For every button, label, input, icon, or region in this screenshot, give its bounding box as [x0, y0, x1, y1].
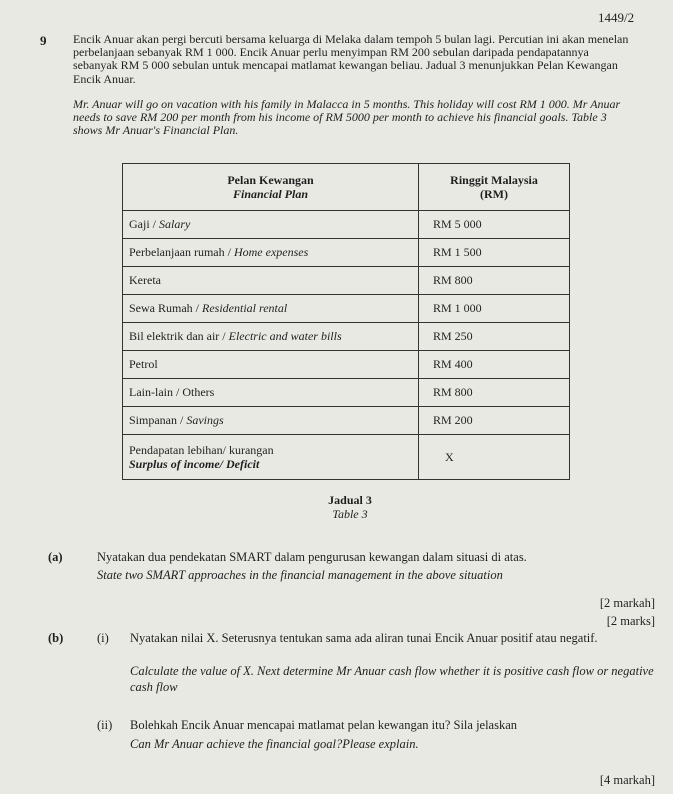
row-value: RM 200 — [419, 407, 570, 435]
table-row-surplus — [123, 435, 570, 480]
row-label-malay: Perbelanjaan rumah / — [129, 245, 234, 259]
row-label — [123, 239, 419, 267]
part-a-marks-english: [2 marks] — [606, 614, 655, 628]
row-label-malay: Gaji / — [129, 217, 159, 231]
part-b-i-label: (i) — [97, 631, 109, 645]
table-header-row — [123, 164, 570, 211]
row-label — [123, 323, 419, 351]
header-ringgit-unit: (RM) — [480, 187, 508, 201]
row-value: RM 400 — [419, 351, 570, 379]
table-row — [123, 239, 570, 267]
row-label-malay: Pendapatan lebihan/ kurangan — [129, 443, 274, 457]
row-label-english: Surplus of income/ Deficit — [129, 457, 260, 471]
row-label — [123, 435, 419, 480]
table-row — [123, 351, 570, 379]
part-a-malay: Nyatakan dua pendekatan SMART dalam pengurusan kewangan dalam situasi di atas. — [97, 550, 527, 564]
row-value: RM 800 — [419, 267, 570, 295]
row-label — [123, 407, 419, 435]
table-row — [123, 407, 570, 435]
part-b-ii-english: Can Mr Anuar achieve the financial goal?Please explain. — [130, 737, 419, 751]
header-ringgit — [419, 164, 570, 211]
row-value-x: X — [419, 435, 570, 480]
question-number: 9 — [40, 33, 47, 48]
caption-malay: Jadual 3 — [328, 493, 372, 507]
row-label-malay: Bil elektrik dan air / — [129, 329, 229, 343]
page-code: 1449/2 — [598, 10, 635, 25]
row-label-malay: Kereta — [129, 273, 161, 287]
row-label-malay: Simpanan / — [129, 413, 187, 427]
row-label — [123, 295, 419, 323]
intro-english: Mr. Anuar will go on vacation with his family in Malacca in 5 months. This holiday will cost RM 1 000. Mr Anuar needs to save RM 200 per month from his income of RM 5000 per month to achieve his financial goals. Table 3 shows Mr Anuar's Financial Plan. — [73, 97, 621, 138]
row-value: RM 1 500 — [419, 239, 570, 267]
row-label — [123, 379, 419, 407]
table-row — [123, 379, 570, 407]
row-label-english: Savings — [186, 413, 224, 427]
row-value: RM 250 — [419, 323, 570, 351]
intro-malay: Encik Anuar akan pergi bercuti bersama keluarga di Melaka dalam tempoh 5 bulan lagi. Percutian ini akan menelan perbelanjaan sebanyak RM 1 000. Encik Anuar perlu menyimpan RM 200 sebulan daripada pendapatannya sebanyak RM 5 000 sebulan untuk mencapai matlamat kewangan beliau. Jadual 3 menunjukkan Pelan Kewangan Encik Anuar. — [73, 32, 629, 86]
header-plan-malay: Pelan Kewangan — [227, 173, 314, 187]
table-row — [123, 295, 570, 323]
header-ringgit-malay: Ringgit Malaysia — [450, 173, 538, 187]
part-b-ii-marks: [4 markah] — [599, 773, 655, 787]
header-financial-plan — [123, 164, 419, 211]
row-label-malay: Petrol — [129, 357, 158, 371]
caption-english: Table 3 — [332, 507, 368, 521]
row-label — [123, 351, 419, 379]
row-value: RM 800 — [419, 379, 570, 407]
part-b-label: (b) — [48, 631, 64, 645]
row-label-malay: Sewa Rumah / — [129, 301, 202, 315]
table-row — [123, 323, 570, 351]
table-caption — [0, 493, 673, 521]
row-label-english: Electric and water bills — [228, 329, 342, 343]
part-b-ii-malay: Bolehkah Encik Anuar mencapai matlamat pelan kewangan itu? Sila jelaskan — [130, 718, 518, 732]
row-value: RM 1 000 — [419, 295, 570, 323]
row-value: RM 5 000 — [419, 211, 570, 239]
row-label — [123, 211, 419, 239]
table-row — [123, 267, 570, 295]
row-label-english: Salary — [159, 217, 191, 231]
part-a-english: State two SMART approaches in the financial management in the above situation — [97, 568, 503, 582]
row-label-english: Residential rental — [202, 301, 288, 315]
table-row — [123, 211, 570, 239]
header-plan-english: Financial Plan — [232, 187, 309, 201]
row-label-malay: Lain-lain / Others — [129, 385, 215, 399]
part-b-ii-label: (ii) — [97, 718, 113, 732]
part-b-i-english: Calculate the value of X. Next determine Mr Anuar cash flow whether it is positive cash flow or negative cash flow — [130, 664, 654, 694]
row-label — [123, 267, 419, 295]
financial-plan-table — [122, 163, 570, 480]
part-a-label: (a) — [48, 550, 63, 564]
row-label-english: Home expenses — [233, 245, 309, 259]
part-a-marks-malay: [2 markah] — [599, 596, 655, 610]
part-b-i-malay: Nyatakan nilai X. Seterusnya tentukan sama ada aliran tunai Encik Anuar positif atau negatif. — [130, 631, 598, 645]
